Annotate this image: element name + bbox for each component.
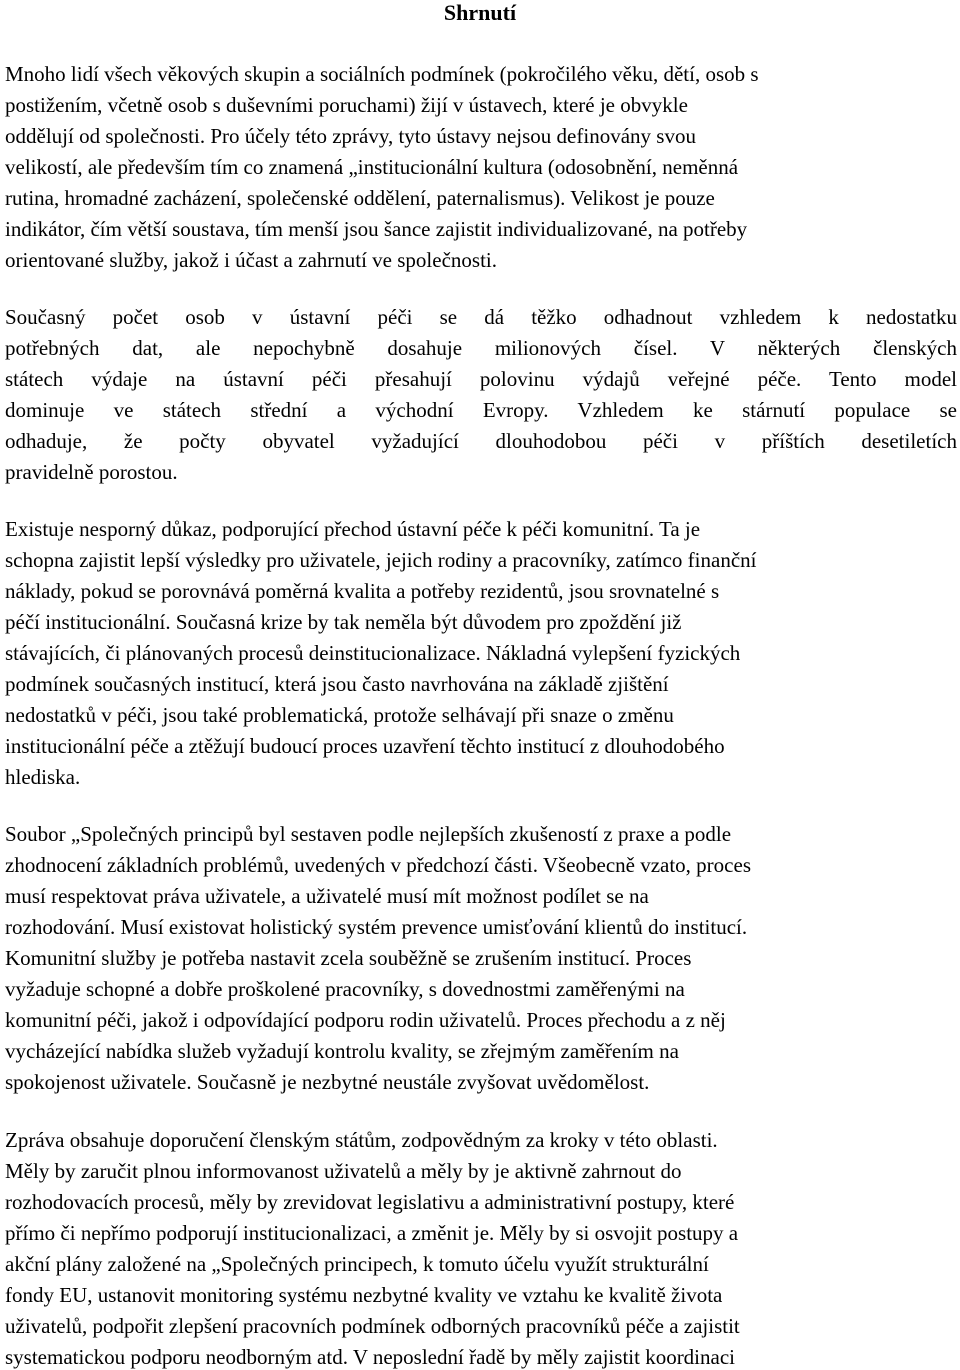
text-line: postižením, včetně osob s duševními poruchami) žijí v ústavech, které je obvykle — [5, 93, 688, 117]
text-line: přímo či nepřímo podporují institucionalizaci, a změnit je. Měly by si osvojit postupy a — [5, 1221, 739, 1245]
text-line: odhaduje, že počty obyvatel vyžadující dlouhodobou péči v příštích desetiletích — [5, 429, 957, 453]
text-line: spokojenost uživatele. Současně je nezbytné neustále zvyšovat uvědomělost. — [5, 1070, 650, 1094]
text-line: Mnoho lidí všech věkových skupin a sociálních podmínek (pokročilého věku, dětí, osob s — [5, 62, 759, 86]
text-line: indikátor, čím větší soustava, tím menší jsou šance zajistit individualizované, na potřeby — [5, 217, 748, 241]
text-line: Existuje nesporný důkaz, podporující přechod ústavní péče k péči komunitní. Ta je — [5, 517, 701, 541]
text-line: rozhodování. Musí existovat holistický systém prevence umisťování klientů do institucí. — [5, 915, 748, 939]
text-line: pravidelně porostou. — [5, 460, 178, 484]
text-line: Měly by zaručit plnou informovanost uživatelů a měly by je aktivně zahrnout do — [5, 1159, 682, 1183]
text-line: vycházející nabídka služeb vyžadují kontrolu kvality, se zřejmým zaměřením na — [5, 1039, 679, 1063]
text-line: velikostí, ale především tím co znamená „institucionální kultura (odosobnění, neměnná — [5, 155, 739, 179]
text-line: potřebných dat, ale nepochybně dosahuje milionových čísel. V některých členských — [5, 336, 957, 360]
text-line: rozhodovacích procesů, měly by zrevidovat legislativu a administrativní postupy, které — [5, 1190, 735, 1214]
text-line: dominuje ve státech střední a východní Evropy. Vzhledem ke stárnutí populace se — [5, 398, 957, 422]
text-line: musí respektovat práva uživatele, a uživatelé musí mít možnost podílet se na — [5, 884, 649, 908]
paragraph-3 — [5, 514, 957, 793]
text-line: komunitní péči, jakož i odpovídající podporu rodin uživatelů. Proces přechodu a z něj — [5, 1008, 726, 1032]
text-line: stávajících, či plánovaných procesů deinstitucionalizace. Nákladná vylepšení fyzických — [5, 641, 741, 665]
text-line: státech výdaje na ústavní péči přesahují polovinu výdajů veřejné péče. Tento model — [5, 367, 957, 391]
paragraph-2 — [5, 302, 957, 488]
text-line: nedostatků v péči, jsou také problematická, protože selhávají při snaze o změnu — [5, 703, 674, 727]
text-line: Zpráva obsahuje doporučení členským státům, zodpovědným za kroky v této oblasti. — [5, 1128, 718, 1152]
text-line: vyžaduje schopné a dobře proškolené pracovníky, s dovednostmi zaměřenými na — [5, 977, 685, 1001]
text-line: Soubor „Společných principů byl sestaven podle nejlepších zkušeností z praxe a podle — [5, 822, 732, 846]
paragraph-1 — [5, 59, 957, 276]
text-line: rutina, hromadné zacházení, společenské oddělení, paternalismus). Velikost je pouze — [5, 186, 715, 210]
text-line: uživatelů, podpořit zlepšení pracovních podmínek odborných pracovníků péče a zajistit — [5, 1314, 740, 1338]
text-line: Komunitní služby je potřeba nastavit zcela souběžně se zrušením institucí. Proces — [5, 946, 692, 970]
text-line: zhodnocení základních problémů, uvedených v předchozí části. Všeobecně vzato, proces — [5, 853, 751, 877]
paragraph-5 — [5, 1125, 957, 1370]
text-line: oddělují od společnosti. Pro účely této zprávy, tyto ústavy nejsou definovány svou — [5, 124, 696, 148]
text-line: péčí institucionální. Současná krize by tak neměla být důvodem pro zpoždění již — [5, 610, 682, 634]
text-line: akční plány založené na „Společných principech, k tomuto účelu využít strukturální — [5, 1252, 709, 1276]
page-title: Shrnutí — [443, 0, 517, 25]
text-line: orientované služby, jakož i účast a zahrnutí ve společnosti. — [5, 248, 497, 272]
paragraph-4 — [5, 819, 957, 1098]
text-line: institucionální péče a ztěžují budoucí proces uzavření těchto institucí z dlouhodobého — [5, 734, 725, 758]
text-line: schopna zajistit lepší výsledky pro uživatele, jejich rodiny a pracovníky, zatímco finanční — [5, 548, 757, 572]
text-line: fondy EU, ustanovit monitoring systému nezbytné kvality ve vztahu ke kvalitě života — [5, 1283, 723, 1307]
text-line: Současný počet osob v ústavní péči se dá těžko odhadnout vzhledem k nedostatku — [5, 305, 957, 329]
text-line: systematickou podporu neodborným atd. V neposlední řadě by měly zajistit koordinaci — [5, 1345, 735, 1369]
text-line: náklady, pokud se porovnává poměrná kvalita a potřeby rezidentů, jsou srovnatelné s — [5, 579, 720, 603]
text-line: podmínek současných institucí, která jsou často navrhována na základě zjištění — [5, 672, 669, 696]
text-line: hlediska. — [5, 765, 81, 789]
